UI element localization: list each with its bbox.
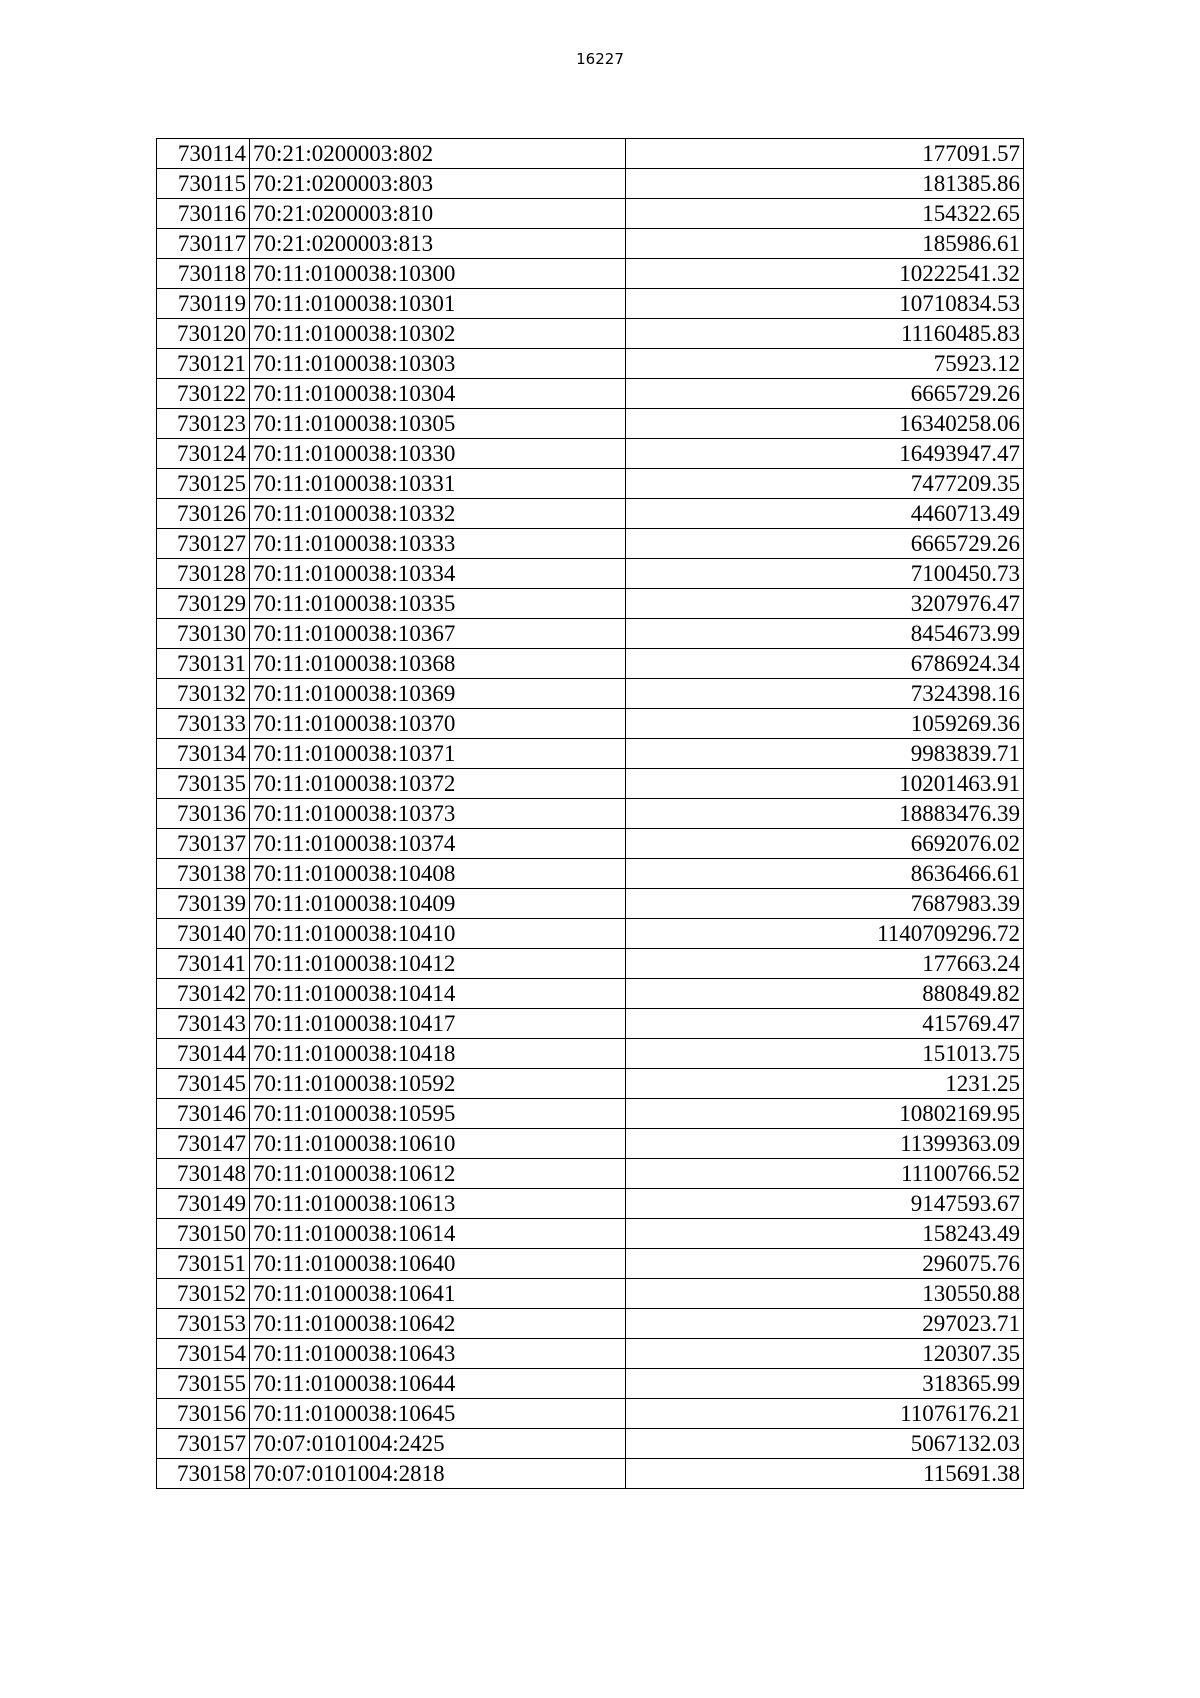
table-row <box>157 169 1024 199</box>
cadastral-number-cell: 70:11:0100038:10369 <box>250 679 626 709</box>
row-number-cell: 730152 <box>157 1279 250 1309</box>
cadastral-number-cell: 70:11:0100038:10305 <box>250 409 626 439</box>
table-row <box>157 799 1024 829</box>
value-cell: 415769.47 <box>626 1009 1024 1039</box>
cadastral-number-cell: 70:11:0100038:10417 <box>250 1009 626 1039</box>
value-cell: 130550.88 <box>626 1279 1024 1309</box>
page-number: 16227 <box>576 50 624 68</box>
table-row <box>157 679 1024 709</box>
table-row <box>157 1189 1024 1219</box>
value-cell: 10222541.32 <box>626 259 1024 289</box>
row-number-cell: 730139 <box>157 889 250 919</box>
row-number-cell: 730140 <box>157 919 250 949</box>
row-number-cell: 730136 <box>157 799 250 829</box>
value-cell: 9983839.71 <box>626 739 1024 769</box>
cadastral-number-cell: 70:11:0100038:10592 <box>250 1069 626 1099</box>
table-row <box>157 139 1024 169</box>
table-row <box>157 589 1024 619</box>
row-number-cell: 730148 <box>157 1159 250 1189</box>
row-number-cell: 730134 <box>157 739 250 769</box>
value-cell: 8454673.99 <box>626 619 1024 649</box>
row-number-cell: 730129 <box>157 589 250 619</box>
table-row <box>157 379 1024 409</box>
value-cell: 181385.86 <box>626 169 1024 199</box>
cadastral-number-cell: 70:11:0100038:10335 <box>250 589 626 619</box>
cadastral-number-cell: 70:11:0100038:10644 <box>250 1369 626 1399</box>
cadastral-number-cell: 70:11:0100038:10371 <box>250 739 626 769</box>
cadastral-number-cell: 70:11:0100038:10642 <box>250 1309 626 1339</box>
row-number-cell: 730128 <box>157 559 250 589</box>
cadastral-number-cell: 70:11:0100038:10332 <box>250 499 626 529</box>
table-row <box>157 529 1024 559</box>
value-cell: 6665729.26 <box>626 379 1024 409</box>
value-cell: 158243.49 <box>626 1219 1024 1249</box>
table-row <box>157 349 1024 379</box>
row-number-cell: 730131 <box>157 649 250 679</box>
cadastral-number-cell: 70:07:0101004:2818 <box>250 1459 626 1489</box>
row-number-cell: 730151 <box>157 1249 250 1279</box>
row-number-cell: 730132 <box>157 679 250 709</box>
cadastral-number-cell: 70:11:0100038:10614 <box>250 1219 626 1249</box>
cadastral-number-cell: 70:11:0100038:10302 <box>250 319 626 349</box>
value-cell: 7100450.73 <box>626 559 1024 589</box>
table-row <box>157 1369 1024 1399</box>
table-row <box>157 769 1024 799</box>
table-row <box>157 1339 1024 1369</box>
table-row <box>157 1069 1024 1099</box>
value-cell: 10201463.91 <box>626 769 1024 799</box>
value-cell: 177091.57 <box>626 139 1024 169</box>
cadastral-number-cell: 70:21:0200003:802 <box>250 139 626 169</box>
value-cell: 9147593.67 <box>626 1189 1024 1219</box>
row-number-cell: 730118 <box>157 259 250 289</box>
row-number-cell: 730158 <box>157 1459 250 1489</box>
value-cell: 75923.12 <box>626 349 1024 379</box>
row-number-cell: 730125 <box>157 469 250 499</box>
value-cell: 880849.82 <box>626 979 1024 1009</box>
row-number-cell: 730116 <box>157 199 250 229</box>
cadastral-number-cell: 70:21:0200003:810 <box>250 199 626 229</box>
table-row <box>157 859 1024 889</box>
row-number-cell: 730145 <box>157 1069 250 1099</box>
value-cell: 8636466.61 <box>626 859 1024 889</box>
value-cell: 16493947.47 <box>626 439 1024 469</box>
value-cell: 297023.71 <box>626 1309 1024 1339</box>
cadastral-number-cell: 70:11:0100038:10641 <box>250 1279 626 1309</box>
value-cell: 5067132.03 <box>626 1429 1024 1459</box>
value-cell: 7687983.39 <box>626 889 1024 919</box>
value-cell: 7324398.16 <box>626 679 1024 709</box>
table-row <box>157 199 1024 229</box>
cadastral-number-cell: 70:11:0100038:10331 <box>250 469 626 499</box>
row-number-cell: 730146 <box>157 1099 250 1129</box>
row-number-cell: 730135 <box>157 769 250 799</box>
table-row <box>157 319 1024 349</box>
table-row <box>157 259 1024 289</box>
cadastral-number-cell: 70:11:0100038:10645 <box>250 1399 626 1429</box>
cadastral-number-cell: 70:11:0100038:10372 <box>250 769 626 799</box>
row-number-cell: 730133 <box>157 709 250 739</box>
value-cell: 6786924.34 <box>626 649 1024 679</box>
row-number-cell: 730130 <box>157 619 250 649</box>
cadastral-number-cell: 70:11:0100038:10412 <box>250 949 626 979</box>
row-number-cell: 730138 <box>157 859 250 889</box>
cadastral-number-cell: 70:11:0100038:10300 <box>250 259 626 289</box>
table-row <box>157 559 1024 589</box>
value-cell: 6665729.26 <box>626 529 1024 559</box>
row-number-cell: 730144 <box>157 1039 250 1069</box>
table-row <box>157 439 1024 469</box>
cadastral-number-cell: 70:11:0100038:10303 <box>250 349 626 379</box>
value-cell: 11100766.52 <box>626 1159 1024 1189</box>
row-number-cell: 730123 <box>157 409 250 439</box>
table-row <box>157 1459 1024 1489</box>
cadastral-number-cell: 70:11:0100038:10418 <box>250 1039 626 1069</box>
table-row <box>157 1429 1024 1459</box>
row-number-cell: 730127 <box>157 529 250 559</box>
row-number-cell: 730156 <box>157 1399 250 1429</box>
value-cell: 10710834.53 <box>626 289 1024 319</box>
table-row <box>157 1309 1024 1339</box>
table-row <box>157 1219 1024 1249</box>
cadastral-number-cell: 70:21:0200003:803 <box>250 169 626 199</box>
row-number-cell: 730141 <box>157 949 250 979</box>
row-number-cell: 730157 <box>157 1429 250 1459</box>
cadastral-number-cell: 70:07:0101004:2425 <box>250 1429 626 1459</box>
value-cell: 115691.38 <box>626 1459 1024 1489</box>
value-cell: 1231.25 <box>626 1069 1024 1099</box>
cadastral-number-cell: 70:11:0100038:10370 <box>250 709 626 739</box>
row-number-cell: 730137 <box>157 829 250 859</box>
value-cell: 11160485.83 <box>626 319 1024 349</box>
table-row <box>157 1279 1024 1309</box>
table-row <box>157 1159 1024 1189</box>
cadastral-number-cell: 70:11:0100038:10334 <box>250 559 626 589</box>
table-row <box>157 1249 1024 1279</box>
cadastral-number-cell: 70:11:0100038:10304 <box>250 379 626 409</box>
table-row <box>157 979 1024 1009</box>
value-cell: 154322.65 <box>626 199 1024 229</box>
table-row <box>157 709 1024 739</box>
cadastral-number-cell: 70:11:0100038:10610 <box>250 1129 626 1159</box>
cadastral-number-cell: 70:11:0100038:10640 <box>250 1249 626 1279</box>
value-cell: 318365.99 <box>626 1369 1024 1399</box>
table-row <box>157 469 1024 499</box>
table-row <box>157 739 1024 769</box>
table-body <box>157 139 1024 1489</box>
value-cell: 11399363.09 <box>626 1129 1024 1159</box>
table-row <box>157 619 1024 649</box>
value-cell: 177663.24 <box>626 949 1024 979</box>
value-cell: 296075.76 <box>626 1249 1024 1279</box>
value-cell: 120307.35 <box>626 1339 1024 1369</box>
value-cell: 1140709296.72 <box>626 919 1024 949</box>
table-row <box>157 1039 1024 1069</box>
table-row <box>157 1399 1024 1429</box>
row-number-cell: 730150 <box>157 1219 250 1249</box>
cadastral-number-cell: 70:11:0100038:10374 <box>250 829 626 859</box>
cadastral-number-cell: 70:21:0200003:813 <box>250 229 626 259</box>
value-cell: 10802169.95 <box>626 1099 1024 1129</box>
cadastral-number-cell: 70:11:0100038:10410 <box>250 919 626 949</box>
table-row <box>157 409 1024 439</box>
row-number-cell: 730115 <box>157 169 250 199</box>
cadastral-number-cell: 70:11:0100038:10373 <box>250 799 626 829</box>
cadastral-number-cell: 70:11:0100038:10368 <box>250 649 626 679</box>
row-number-cell: 730143 <box>157 1009 250 1039</box>
row-number-cell: 730124 <box>157 439 250 469</box>
value-cell: 6692076.02 <box>626 829 1024 859</box>
cadastral-number-cell: 70:11:0100038:10643 <box>250 1339 626 1369</box>
row-number-cell: 730142 <box>157 979 250 1009</box>
cadastral-number-cell: 70:11:0100038:10414 <box>250 979 626 1009</box>
value-cell: 1059269.36 <box>626 709 1024 739</box>
cadastral-number-cell: 70:11:0100038:10367 <box>250 619 626 649</box>
cadastral-number-cell: 70:11:0100038:10301 <box>250 289 626 319</box>
table-row <box>157 1099 1024 1129</box>
value-cell: 4460713.49 <box>626 499 1024 529</box>
table-row <box>157 1009 1024 1039</box>
table-row <box>157 919 1024 949</box>
row-number-cell: 730155 <box>157 1369 250 1399</box>
table-row <box>157 289 1024 319</box>
row-number-cell: 730120 <box>157 319 250 349</box>
row-number-cell: 730119 <box>157 289 250 319</box>
row-number-cell: 730149 <box>157 1189 250 1219</box>
cadastral-number-cell: 70:11:0100038:10333 <box>250 529 626 559</box>
table-row <box>157 499 1024 529</box>
table-row <box>157 229 1024 259</box>
cadastral-number-cell: 70:11:0100038:10595 <box>250 1099 626 1129</box>
row-number-cell: 730122 <box>157 379 250 409</box>
row-number-cell: 730154 <box>157 1339 250 1369</box>
data-table <box>156 138 1024 1489</box>
table-row <box>157 949 1024 979</box>
value-cell: 7477209.35 <box>626 469 1024 499</box>
row-number-cell: 730126 <box>157 499 250 529</box>
table-row <box>157 649 1024 679</box>
row-number-cell: 730147 <box>157 1129 250 1159</box>
table-row <box>157 1129 1024 1159</box>
value-cell: 185986.61 <box>626 229 1024 259</box>
row-number-cell: 730114 <box>157 139 250 169</box>
value-cell: 151013.75 <box>626 1039 1024 1069</box>
row-number-cell: 730153 <box>157 1309 250 1339</box>
cadastral-number-cell: 70:11:0100038:10330 <box>250 439 626 469</box>
row-number-cell: 730117 <box>157 229 250 259</box>
table-row <box>157 889 1024 919</box>
value-cell: 16340258.06 <box>626 409 1024 439</box>
value-cell: 3207976.47 <box>626 589 1024 619</box>
cadastral-number-cell: 70:11:0100038:10408 <box>250 859 626 889</box>
value-cell: 18883476.39 <box>626 799 1024 829</box>
value-cell: 11076176.21 <box>626 1399 1024 1429</box>
cadastral-number-cell: 70:11:0100038:10409 <box>250 889 626 919</box>
row-number-cell: 730121 <box>157 349 250 379</box>
table-row <box>157 829 1024 859</box>
cadastral-number-cell: 70:11:0100038:10612 <box>250 1159 626 1189</box>
cadastral-number-cell: 70:11:0100038:10613 <box>250 1189 626 1219</box>
